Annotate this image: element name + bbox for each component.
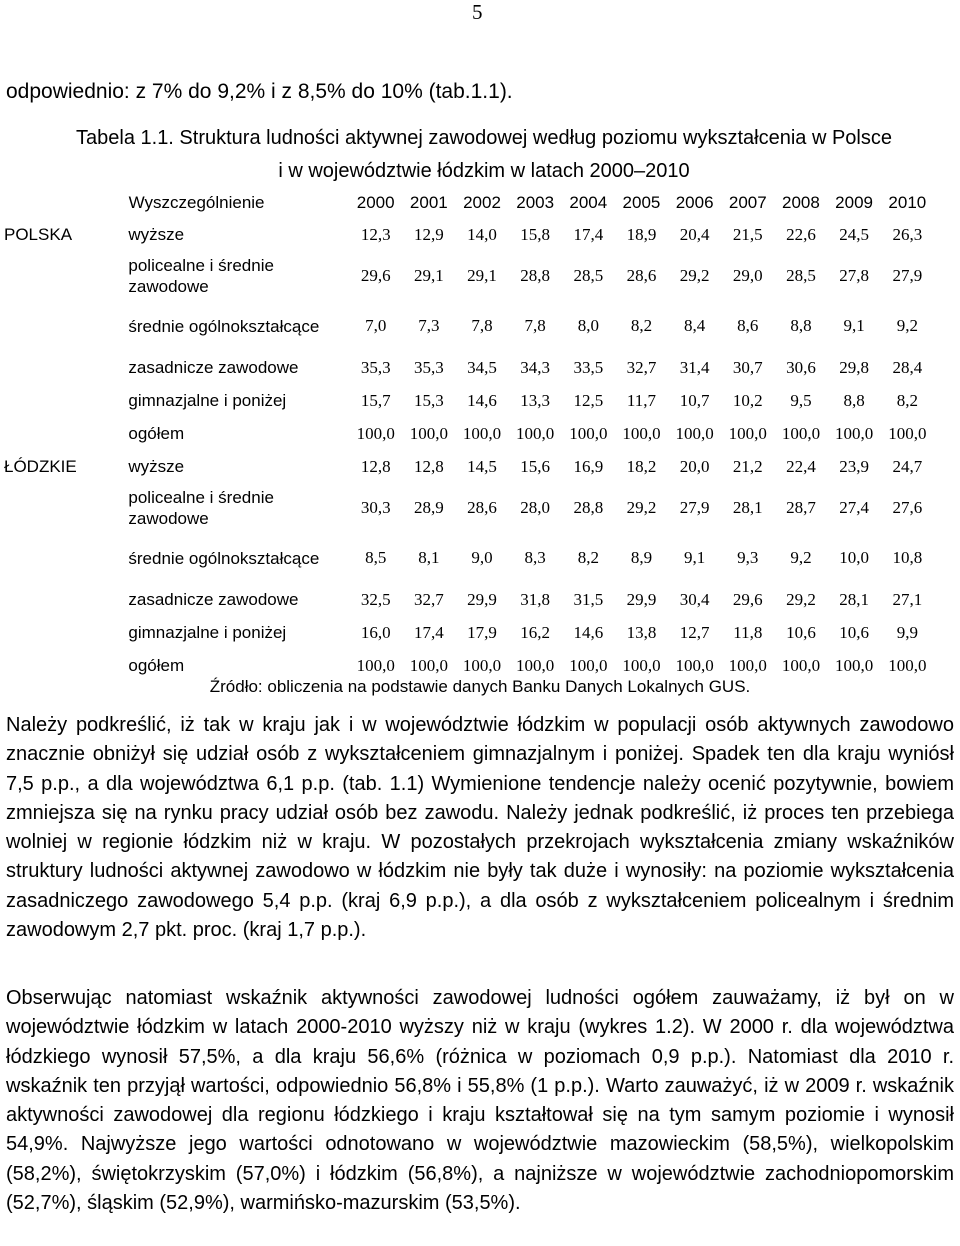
value-cell: 26,3 xyxy=(892,224,923,244)
value-cell: 7,8 xyxy=(524,316,546,335)
table-row xyxy=(4,301,934,351)
value-cell: 14,5 xyxy=(467,456,497,476)
year-header: 2000 xyxy=(356,193,395,212)
value-cell: 100,0 xyxy=(409,655,448,675)
value-cell: 27,4 xyxy=(839,498,869,517)
value-cell: 33,5 xyxy=(573,357,604,377)
value-cell: 27,9 xyxy=(892,266,923,285)
value-cell: 8,8 xyxy=(790,316,812,335)
category-label: zasadnicze zawodowe xyxy=(128,358,299,377)
value-cell: 27,1 xyxy=(892,589,923,609)
category-label: ogółem xyxy=(128,656,185,675)
value-cell: 100,0 xyxy=(675,655,714,675)
table-row xyxy=(4,483,934,533)
value-cell: 24,5 xyxy=(839,224,869,244)
value-cell: 12,8 xyxy=(413,456,444,476)
value-cell: 8,1 xyxy=(418,548,440,567)
value-cell: 18,2 xyxy=(626,456,657,476)
year-header: 2009 xyxy=(835,193,873,212)
value-cell: 9,2 xyxy=(790,548,812,567)
education-structure-table xyxy=(4,188,934,682)
value-cell: 8,6 xyxy=(737,316,759,335)
table-caption-line1: Tabela 1.1. Struktura ludności aktywnej zawodowej według poziomu wykształcenia w Polsce xyxy=(76,127,892,149)
value-cell: 17,9 xyxy=(467,622,497,642)
value-cell: 32,7 xyxy=(413,589,444,609)
value-cell: 15,8 xyxy=(520,224,551,244)
year-header: 2001 xyxy=(409,193,448,212)
value-cell: 16,0 xyxy=(360,622,391,642)
value-cell: 32,5 xyxy=(360,589,391,609)
value-cell: 8,0 xyxy=(577,316,599,335)
region-label xyxy=(4,533,128,583)
value-cell: 100,0 xyxy=(356,655,395,675)
intro-line: odpowiednio: z 7% do 9,2% i z 8,5% do 10% (tab.1.1). xyxy=(6,80,513,103)
value-cell: 29,6 xyxy=(732,589,763,609)
value-cell: 12,5 xyxy=(573,390,604,410)
table-caption-line2: i w województwie łódzkim w latach 2000–2010 xyxy=(278,160,690,182)
category-label: policealne i średnie zawodowe xyxy=(128,256,274,296)
year-header: 2004 xyxy=(569,193,608,212)
value-cell: 29,0 xyxy=(732,266,763,285)
region-label xyxy=(4,583,128,616)
value-cell: 14,6 xyxy=(573,622,604,642)
value-cell: 12,8 xyxy=(360,456,391,476)
value-cell: 100,0 xyxy=(888,423,927,443)
region-label xyxy=(4,417,128,450)
value-cell: 29,2 xyxy=(786,589,816,609)
value-cell: 28,6 xyxy=(626,266,657,285)
value-cell: 100,0 xyxy=(516,655,555,675)
value-cell: 29,9 xyxy=(626,589,657,609)
value-cell: 8,9 xyxy=(630,548,653,567)
value-cell: 9,2 xyxy=(896,316,918,335)
value-cell: 100,0 xyxy=(516,423,555,443)
value-cell: 100,0 xyxy=(462,423,502,443)
value-cell: 29,8 xyxy=(839,357,869,377)
value-cell: 27,6 xyxy=(892,498,923,517)
value-cell: 29,6 xyxy=(360,266,391,285)
year-header: 2002 xyxy=(463,193,501,212)
value-cell: 7,3 xyxy=(418,316,440,335)
value-cell: 35,3 xyxy=(360,357,391,377)
value-cell: 30,7 xyxy=(732,357,763,377)
value-cell: 10,6 xyxy=(839,622,869,642)
value-cell: 9,1 xyxy=(684,548,706,567)
table-row xyxy=(4,218,934,251)
value-cell: 100,0 xyxy=(356,423,395,443)
value-cell: 28,0 xyxy=(520,498,551,517)
value-cell: 29,2 xyxy=(679,266,710,285)
value-cell: 28,8 xyxy=(520,266,551,285)
category-label: ogółem xyxy=(128,424,185,443)
value-cell: 24,7 xyxy=(892,456,923,476)
category-label: średnie ogólnokształcące xyxy=(128,316,320,336)
value-cell: 28,7 xyxy=(786,498,816,517)
table-row xyxy=(4,583,934,616)
value-cell: 20,4 xyxy=(679,224,710,244)
value-cell: 17,4 xyxy=(413,622,444,642)
table-row xyxy=(4,450,934,483)
value-cell: 9,1 xyxy=(843,316,865,335)
category-label: wyższe xyxy=(128,457,185,476)
value-cell: 12,9 xyxy=(413,224,444,244)
value-cell: 29,2 xyxy=(626,498,657,517)
value-cell: 100,0 xyxy=(781,423,821,443)
value-cell: 100,0 xyxy=(834,423,874,443)
value-cell: 20,0 xyxy=(679,456,710,476)
value-cell: 12,3 xyxy=(360,224,391,244)
region-label xyxy=(4,483,128,533)
table-row xyxy=(4,533,934,583)
value-cell: 21,2 xyxy=(732,456,763,476)
value-cell: 8,2 xyxy=(896,390,918,410)
paragraph-1: Należy podkreślić, iż tak w kraju jak i w województwie łódzkim w populacji osób aktywnych zawodowo znacznie obniżył się udział osób z wykształceniem gimnazjalnym i poniżej. Spadek ten dla kraju wyniósł 7,5 p.p., a dla województwa 6,1 p.p. (tab. 1.1) Wymienione tendencje należy ocenić pozytywnie, bowiem zmniejsza się na rynku pracy udział osób bez zawodu. Należy jednak podkreślić, iż proces ten przebiega wolniej w regionie łódzkim niż w kraju. W pozostałych przekrojach wykształcenia zmiany wskaźników struktury ludności aktywnej zawodowo w łódzkim nie były tak duże i wynosiły: na poziomie wykształcenia zasadniczego zawodowego 5,4 p.p. (kraj 6,9 p.p.), a dla osób z wykształceniem policealnym i średnim zawodowym 2,7 pkt. proc. (kraj 1,7 p.p.). xyxy=(6,714,954,942)
value-cell: 31,8 xyxy=(520,589,551,609)
value-cell: 100,0 xyxy=(569,423,608,443)
paragraph-2: Obserwując natomiast wskaźnik aktywności zawodowej ludności ogółem zauważamy, iż był on w województwie łódzkim w latach 2000-2010 wyższy niż w kraju (wykres 1.2). W 2000 r. dla województwa łódzkiego wynosił 57,5%, a dla kraju 56,6% (różnica w poziomach 0,9 p.p.). Natomiast dla 2010 r. wskaźnik ten przyjął wartości, odpowiednio 56,8% i 55,8% (1 p.p.). Warto zauważyć, iż w 2009 r. wskaźnik aktywności zawodowej dla regionu łódzkiego i kraju kształtował się na tym samym poziomie i wynosił 54,9%. Najwyższe jego wartości odnotowano w województwie mazowieckim (58,5%), wielkopolskim (58,2%), świętokrzyskim (57,0%) i łódzkim (56,8%), a najniższe w województwie zachodniopomorskim (52,7%), śląskim (52,9%), warmińsko-mazurskim (53,5%). xyxy=(6,987,954,1215)
source-note: Źródło: obliczenia na podstawie danych Banku Danych Lokalnych GUS. xyxy=(209,677,751,696)
value-cell: 100,0 xyxy=(622,655,661,675)
value-cell: 15,6 xyxy=(520,456,551,476)
value-cell: 35,3 xyxy=(413,357,444,377)
value-cell: 17,4 xyxy=(573,224,604,244)
value-cell: 28,5 xyxy=(786,266,816,285)
value-cell: 10,8 xyxy=(892,548,923,567)
value-cell: 15,3 xyxy=(413,390,444,410)
value-cell: 10,0 xyxy=(839,548,869,567)
value-cell: 16,2 xyxy=(520,622,551,642)
value-cell: 8,2 xyxy=(630,316,653,335)
value-cell: 14,6 xyxy=(467,390,497,410)
table-header-row xyxy=(4,188,934,218)
value-cell: 11,7 xyxy=(626,390,657,410)
value-cell: 9,0 xyxy=(471,548,493,567)
value-cell: 27,9 xyxy=(679,498,710,517)
category-label: zasadnicze zawodowe xyxy=(128,590,299,609)
year-header: 2003 xyxy=(516,193,555,212)
value-cell: 28,9 xyxy=(413,498,444,517)
region-label: ŁÓDZKIE xyxy=(4,456,77,476)
header-label: Wyszczególnienie xyxy=(128,193,265,212)
value-cell: 100,0 xyxy=(675,423,714,443)
region-label xyxy=(4,251,128,301)
value-cell: 23,9 xyxy=(839,456,869,476)
category-label: średnie ogólnokształcące xyxy=(128,548,320,568)
value-cell: 28,1 xyxy=(732,498,763,517)
region-label xyxy=(4,301,128,351)
value-cell: 27,8 xyxy=(839,266,869,285)
page-number: 5 xyxy=(472,0,483,24)
table-row xyxy=(4,251,934,301)
table-row xyxy=(4,616,934,649)
value-cell: 29,9 xyxy=(467,589,497,609)
table-caption xyxy=(34,122,934,188)
year-header: 2010 xyxy=(888,193,927,212)
table-row xyxy=(4,351,934,384)
category-label: gimnazjalne i poniżej xyxy=(128,623,287,642)
region-label xyxy=(4,616,128,649)
value-cell: 28,4 xyxy=(892,357,923,377)
value-cell: 100,0 xyxy=(728,423,767,443)
value-cell: 21,5 xyxy=(732,224,763,244)
region-label xyxy=(4,384,128,417)
value-cell: 30,4 xyxy=(679,589,710,609)
value-cell: 31,5 xyxy=(573,589,604,609)
value-cell: 8,8 xyxy=(843,390,865,410)
value-cell: 100,0 xyxy=(781,655,821,675)
value-cell: 30,3 xyxy=(360,498,391,517)
value-cell: 9,9 xyxy=(896,622,918,642)
value-cell: 8,2 xyxy=(577,548,599,567)
value-cell: 31,4 xyxy=(679,357,710,377)
value-cell: 10,2 xyxy=(732,390,763,410)
value-cell: 9,5 xyxy=(790,390,812,410)
value-cell: 28,5 xyxy=(573,266,604,285)
value-cell: 22,4 xyxy=(786,456,816,476)
value-cell: 8,4 xyxy=(684,316,706,335)
value-cell: 18,9 xyxy=(626,224,657,244)
value-cell: 22,6 xyxy=(786,224,816,244)
value-cell: 100,0 xyxy=(834,655,874,675)
value-cell: 100,0 xyxy=(462,655,502,675)
value-cell: 100,0 xyxy=(622,423,661,443)
value-cell: 8,5 xyxy=(365,548,387,567)
value-cell: 100,0 xyxy=(728,655,767,675)
value-cell: 10,6 xyxy=(786,622,816,642)
year-header: 2008 xyxy=(782,193,820,212)
value-cell: 34,3 xyxy=(520,357,551,377)
value-cell: 100,0 xyxy=(888,655,927,675)
value-cell: 28,6 xyxy=(467,498,497,517)
value-cell: 13,3 xyxy=(520,390,551,410)
value-cell: 8,3 xyxy=(524,548,546,567)
value-cell: 7,8 xyxy=(471,316,493,335)
category-label: gimnazjalne i poniżej xyxy=(128,391,287,410)
value-cell: 32,7 xyxy=(626,357,657,377)
year-header: 2005 xyxy=(622,193,661,212)
table-row xyxy=(4,384,934,417)
value-cell: 13,8 xyxy=(626,622,657,642)
value-cell: 7,0 xyxy=(365,316,387,335)
table-row xyxy=(4,417,934,450)
value-cell: 10,7 xyxy=(679,390,710,410)
value-cell: 28,1 xyxy=(839,589,869,609)
category-label: wyższe xyxy=(128,225,185,244)
value-cell: 15,7 xyxy=(360,390,391,410)
value-cell: 12,7 xyxy=(679,622,710,642)
value-cell: 34,5 xyxy=(467,357,497,377)
value-cell: 29,1 xyxy=(467,266,497,285)
region-label xyxy=(4,351,128,384)
value-cell: 11,8 xyxy=(733,622,763,642)
value-cell: 29,1 xyxy=(413,266,444,285)
value-cell: 28,8 xyxy=(573,498,604,517)
year-header: 2006 xyxy=(675,193,714,212)
value-cell: 100,0 xyxy=(409,423,448,443)
value-cell: 16,9 xyxy=(573,456,604,476)
value-cell: 14,0 xyxy=(467,224,497,244)
value-cell: 30,6 xyxy=(786,357,816,377)
value-cell: 100,0 xyxy=(569,655,608,675)
category-label: policealne i średnie zawodowe xyxy=(128,488,274,528)
region-label: POLSKA xyxy=(4,224,73,244)
value-cell: 9,3 xyxy=(737,548,759,567)
year-header: 2007 xyxy=(728,193,767,212)
